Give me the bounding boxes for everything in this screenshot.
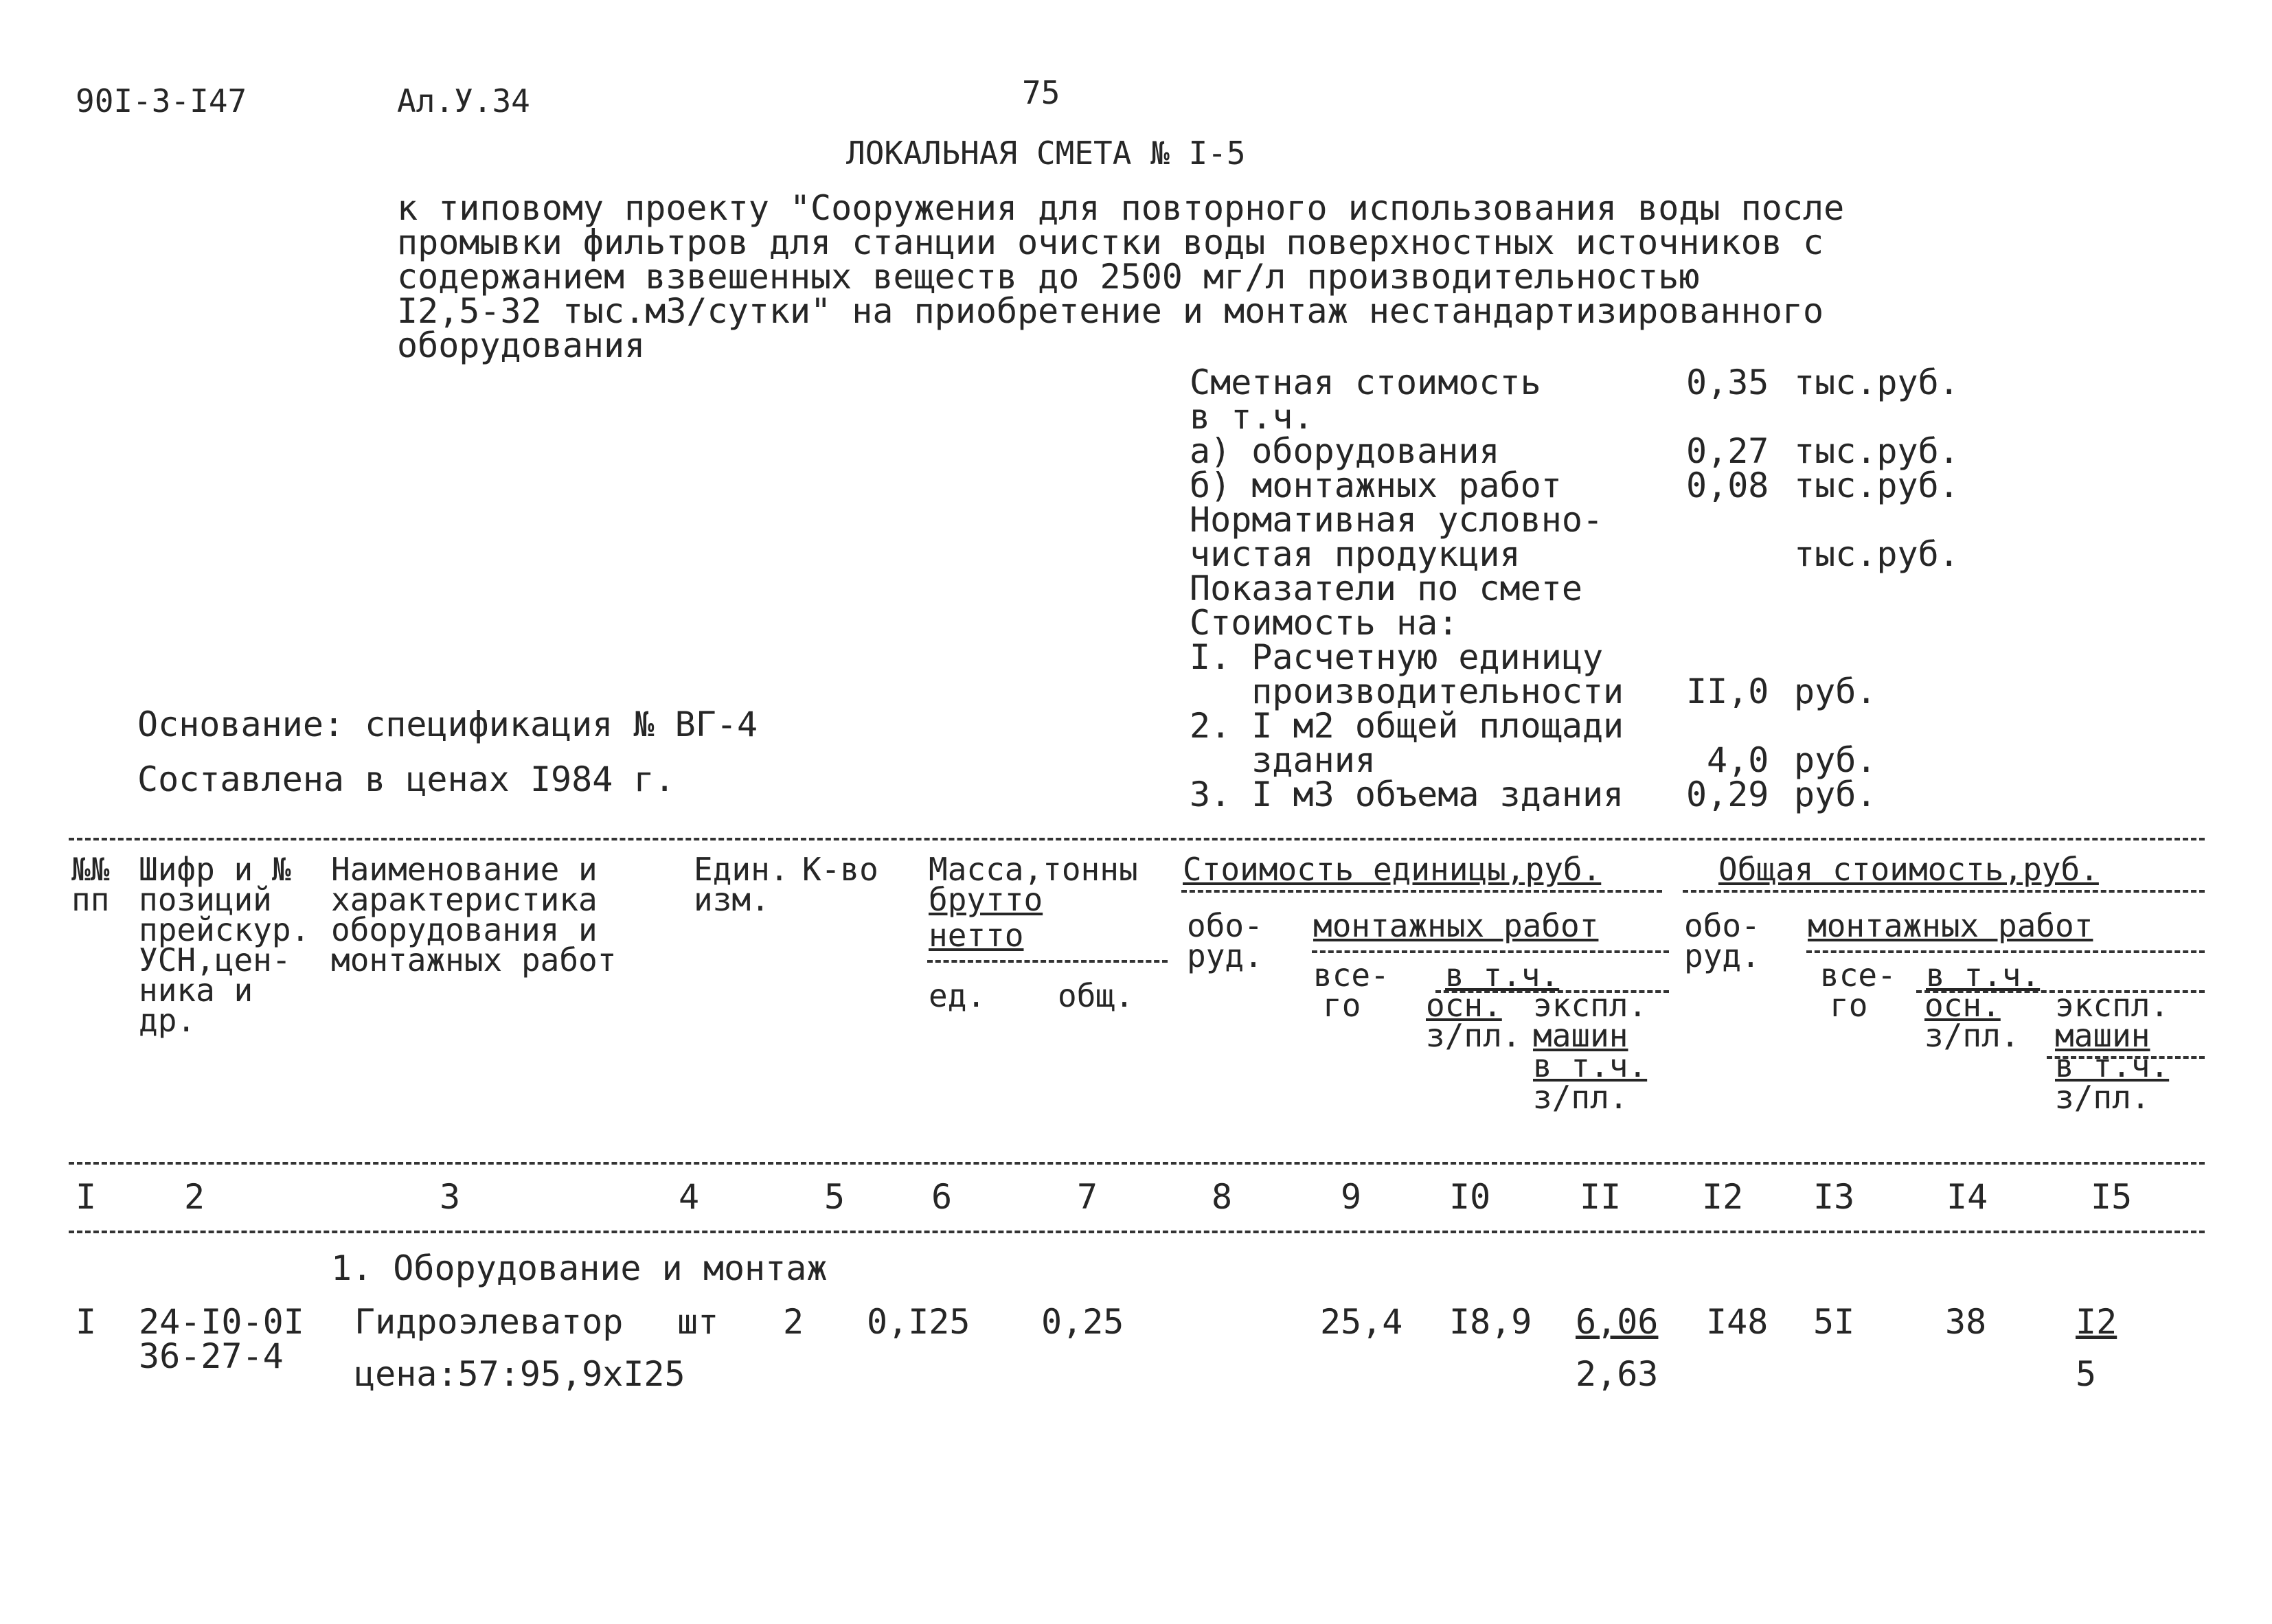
column-number: 2 xyxy=(184,1177,205,1217)
summary-label: Нормативная условно- xyxy=(1190,500,1604,540)
subtitle-line: к типовому проекту "Сооружения для повторного использования воды после xyxy=(397,188,1845,228)
col-header-mass: Масса,тонны xyxy=(929,851,1138,888)
col-header-unit-machines: машин xyxy=(1533,1017,1628,1054)
col-header-name: характеристика xyxy=(331,881,598,918)
col-header-unit-incl: в т.ч. xyxy=(1445,957,1560,994)
basis-specification: Основание: спецификация № ВГ-4 xyxy=(137,705,758,744)
summary-unit: тыс.руб. xyxy=(1794,431,1959,471)
mass-rule xyxy=(927,960,1168,963)
row-total-basic-wage: 38 xyxy=(1945,1302,1987,1342)
row-code: 24-I0-0I xyxy=(139,1302,304,1342)
row-unit: шт xyxy=(677,1302,719,1342)
col-header-unit-mount-total: го xyxy=(1323,987,1361,1024)
summary-label: I. Расчетную единицу xyxy=(1190,637,1604,677)
summary-unit: руб. xyxy=(1794,775,1877,814)
summary-label: производительности xyxy=(1190,672,1624,711)
col-header-code: прейскур. xyxy=(139,911,310,948)
col-header-total-basic-wage: з/пл. xyxy=(1924,1017,2020,1054)
col-header-total-machines: з/пл. xyxy=(2055,1079,2150,1116)
summary-unit: тыс.руб. xyxy=(1794,534,1959,574)
col-header-mass-netto: нетто xyxy=(929,917,1024,954)
col-header-code: позиций xyxy=(139,881,272,918)
column-number: I0 xyxy=(1449,1177,1491,1217)
column-number: 9 xyxy=(1341,1177,1362,1217)
col-header-total-mount: монтажных работ xyxy=(1808,907,2093,944)
column-number: I xyxy=(76,1177,97,1217)
summary-unit: тыс.руб. xyxy=(1794,466,1959,505)
summary-value: 4,0 xyxy=(1707,740,1769,780)
col-header-unit-basic-wage: з/пл. xyxy=(1426,1017,1521,1054)
table-top-rule xyxy=(69,838,2205,840)
row-mass-total: 0,25 xyxy=(1041,1302,1124,1342)
row-total-equipment: I48 xyxy=(1706,1302,1769,1342)
col-header-total-equipment: обо- xyxy=(1684,907,1760,944)
subtitle-line: оборудования xyxy=(397,325,646,365)
unit-mount-rule xyxy=(1312,950,1669,953)
column-number: 4 xyxy=(679,1177,700,1217)
summary-unit: тыс.руб. xyxy=(1794,363,1959,402)
col-header-unit-machines: з/пл. xyxy=(1533,1079,1628,1116)
basis-prices: Составлена в ценах I984 г. xyxy=(137,759,675,799)
column-number: 5 xyxy=(824,1177,845,1217)
subtitle-line: I2,5-32 тыс.м3/сутки" на приобретение и монтаж нестандартизированного xyxy=(397,291,1824,331)
row-code: 36-27-4 xyxy=(139,1336,284,1376)
row-unit-machines: 6,06 xyxy=(1576,1302,1659,1342)
summary-value: 0,08 xyxy=(1686,466,1769,505)
col-header-total-basic-wage: осн. xyxy=(1924,987,2001,1024)
album-number: Ал.У.34 xyxy=(397,82,530,119)
col-header-code: Шифр и № xyxy=(139,851,291,888)
row-name: Гидроэлеватор xyxy=(354,1302,624,1342)
col-header-total-incl: в т.ч. xyxy=(1926,957,2041,994)
column-numbers-bottom-rule xyxy=(69,1231,2205,1233)
summary-value: II,0 xyxy=(1686,672,1769,711)
col-header-mass-brutto: брутто xyxy=(929,881,1043,918)
summary-label: Стоимость на: xyxy=(1190,603,1459,643)
section-heading: 1. Оборудование и монтаж xyxy=(331,1248,828,1288)
summary-label: чистая продукция xyxy=(1190,534,1521,574)
col-header-name: оборудования и xyxy=(331,911,598,948)
row-unit-basic-wage: I8,9 xyxy=(1449,1302,1532,1342)
column-number: 7 xyxy=(1077,1177,1098,1217)
column-number: I3 xyxy=(1813,1177,1855,1217)
row-total-machines: I2 xyxy=(2076,1302,2117,1342)
summary-label: Показатели по смете xyxy=(1190,569,1582,608)
row-mass-unit: 0,I25 xyxy=(867,1302,970,1342)
col-header-unit-mount-total: все- xyxy=(1313,957,1389,994)
col-header-code: УСН,цен- xyxy=(139,941,291,979)
subtitle-line: содержанием взвешенных веществ до 2500 мг/л производительностью xyxy=(397,257,1700,297)
summary-value: 0,35 xyxy=(1686,363,1769,402)
col-header-unit-equipment: обо- xyxy=(1187,907,1263,944)
summary-value: 0,29 xyxy=(1686,775,1769,814)
page-number: 75 xyxy=(1022,74,1060,111)
column-number: 3 xyxy=(440,1177,461,1217)
col-header-unit: изм. xyxy=(694,881,770,918)
row-total-mount: 5I xyxy=(1813,1302,1855,1342)
summary-unit: руб. xyxy=(1794,740,1877,780)
column-number: I2 xyxy=(1702,1177,1744,1217)
col-header-mass-unit: ед. xyxy=(929,977,986,1014)
col-header-unit-equipment: руд. xyxy=(1187,937,1263,974)
row-number: I xyxy=(76,1302,97,1342)
summary-label: а) оборудования xyxy=(1190,431,1500,471)
row-price-note: цена:57:95,9хI25 xyxy=(354,1354,685,1394)
col-header-unit-cost: Стоимость единицы,руб. xyxy=(1183,851,1602,888)
total-cost-title-rule xyxy=(1683,890,2205,893)
col-header-quantity: К-во xyxy=(802,851,878,888)
column-number: 8 xyxy=(1212,1177,1233,1217)
row-unit-mount-total: 25,4 xyxy=(1320,1302,1403,1342)
col-header-total-machines: в т.ч. xyxy=(2055,1047,2170,1084)
col-header-name: Наименование и xyxy=(331,851,598,888)
summary-label: 3. I м3 объема здания xyxy=(1190,775,1624,814)
column-number: II xyxy=(1580,1177,1622,1217)
summary-label: в т.ч. xyxy=(1190,397,1314,437)
total-mount-rule xyxy=(1806,950,2205,953)
col-header-total-mount-total: все- xyxy=(1820,957,1896,994)
col-header-name: монтажных работ xyxy=(331,941,617,979)
column-number: I4 xyxy=(1946,1177,1988,1217)
col-header-total-mount-total: го xyxy=(1830,987,1868,1024)
summary-label: б) монтажных работ xyxy=(1190,466,1562,505)
col-header-code: др. xyxy=(139,1002,196,1039)
summary-label: 2. I м2 общей площади xyxy=(1190,706,1624,746)
summary-value: 0,27 xyxy=(1686,431,1769,471)
row-total-machines-wage: 5 xyxy=(2076,1354,2097,1394)
col-header-number: пп xyxy=(71,881,110,918)
col-header-unit-mount: монтажных работ xyxy=(1313,907,1599,944)
col-header-code: ника и xyxy=(139,972,253,1009)
col-header-number: №№ xyxy=(71,851,110,888)
col-header-total-machines: экспл. xyxy=(2055,987,2170,1024)
col-header-mass-total: общ. xyxy=(1058,977,1134,1014)
subtitle-line: промывки фильтров для станции очистки воды поверхностных источников с xyxy=(397,222,1824,262)
project-code: 90I-3-I47 xyxy=(76,82,247,119)
col-header-total-cost: Общая стоимость,руб. xyxy=(1718,851,2099,888)
summary-label: Сметная стоимость xyxy=(1190,363,1541,402)
col-header-unit-basic-wage: осн. xyxy=(1426,987,1502,1024)
col-header-unit: Един. xyxy=(694,851,789,888)
col-header-total-equipment: руд. xyxy=(1684,937,1760,974)
summary-unit: руб. xyxy=(1794,672,1877,711)
column-number: 6 xyxy=(931,1177,953,1217)
column-numbers-top-rule xyxy=(69,1162,2205,1165)
column-number: I5 xyxy=(2091,1177,2133,1217)
unit-cost-title-rule xyxy=(1181,890,1662,893)
row-unit-machines-wage: 2,63 xyxy=(1576,1354,1659,1394)
summary-label: здания xyxy=(1190,740,1376,780)
col-header-unit-machines: экспл. xyxy=(1533,987,1648,1024)
row-quantity: 2 xyxy=(783,1302,804,1342)
col-header-unit-machines: в т.ч. xyxy=(1533,1047,1648,1084)
document-title: ЛОКАЛЬНАЯ СМЕТА № I-5 xyxy=(846,135,1246,172)
col-header-total-machines: машин xyxy=(2055,1017,2150,1054)
